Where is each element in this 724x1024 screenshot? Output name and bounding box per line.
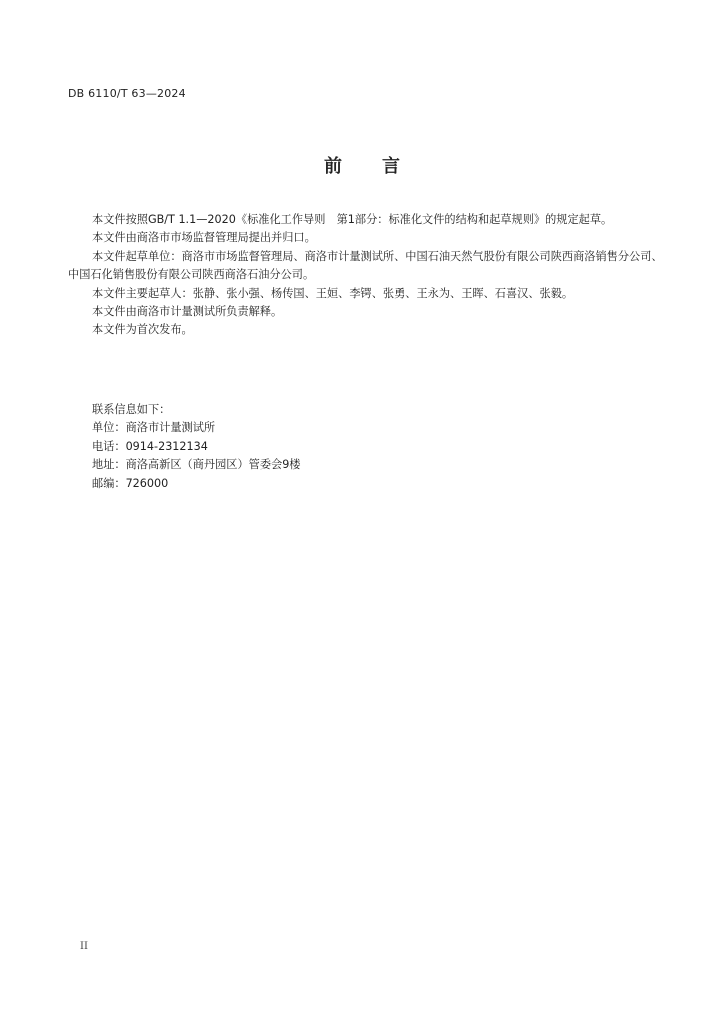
title-char-1: 前 [324, 156, 342, 177]
contact-phone: 电话：0914-2312134 [92, 439, 208, 453]
paragraph-drafting-basis: 本文件按照GB/T 1.1—2020《标准化工作导则 第1部分：标准化文件的结构和起草规则》的规定起草。 [92, 213, 613, 226]
paragraph-release: 本文件为首次发布。 [92, 323, 193, 337]
contact-intro: 联系信息如下： [92, 403, 171, 416]
foreword-body [68, 211, 668, 340]
paragraph-drafters: 本文件主要起草人：张静、张小强、杨传国、王姮、李锷、张勇、王永为、王晖、石喜汉、张毅。 [92, 286, 574, 300]
contact-info [92, 401, 301, 493]
document-code: DB 6110/T 63—2024 [68, 87, 186, 100]
title-char-2: 言 [382, 156, 400, 177]
contact-postcode: 邮编：726000 [92, 476, 169, 490]
page-title [0, 152, 724, 178]
contact-address: 地址：商洛高新区（商丹园区）管委会9楼 [92, 458, 301, 472]
paragraph-proposer: 本文件由商洛市市场监督管理局提出并归口。 [92, 231, 316, 245]
paragraph-drafting-units: 本文件起草单位：商洛市市场监督管理局、商洛市计量测试所、中国石油天然气股份有限公司陕西商洛销售分公司、中国石化销售股份有限公司陕西商洛石油分公司。 [68, 249, 663, 282]
page-number: II [80, 941, 88, 952]
contact-unit: 单位：商洛市计量测试所 [92, 421, 216, 435]
paragraph-interpretation: 本文件由商洛市计量测试所负责解释。 [92, 305, 283, 319]
